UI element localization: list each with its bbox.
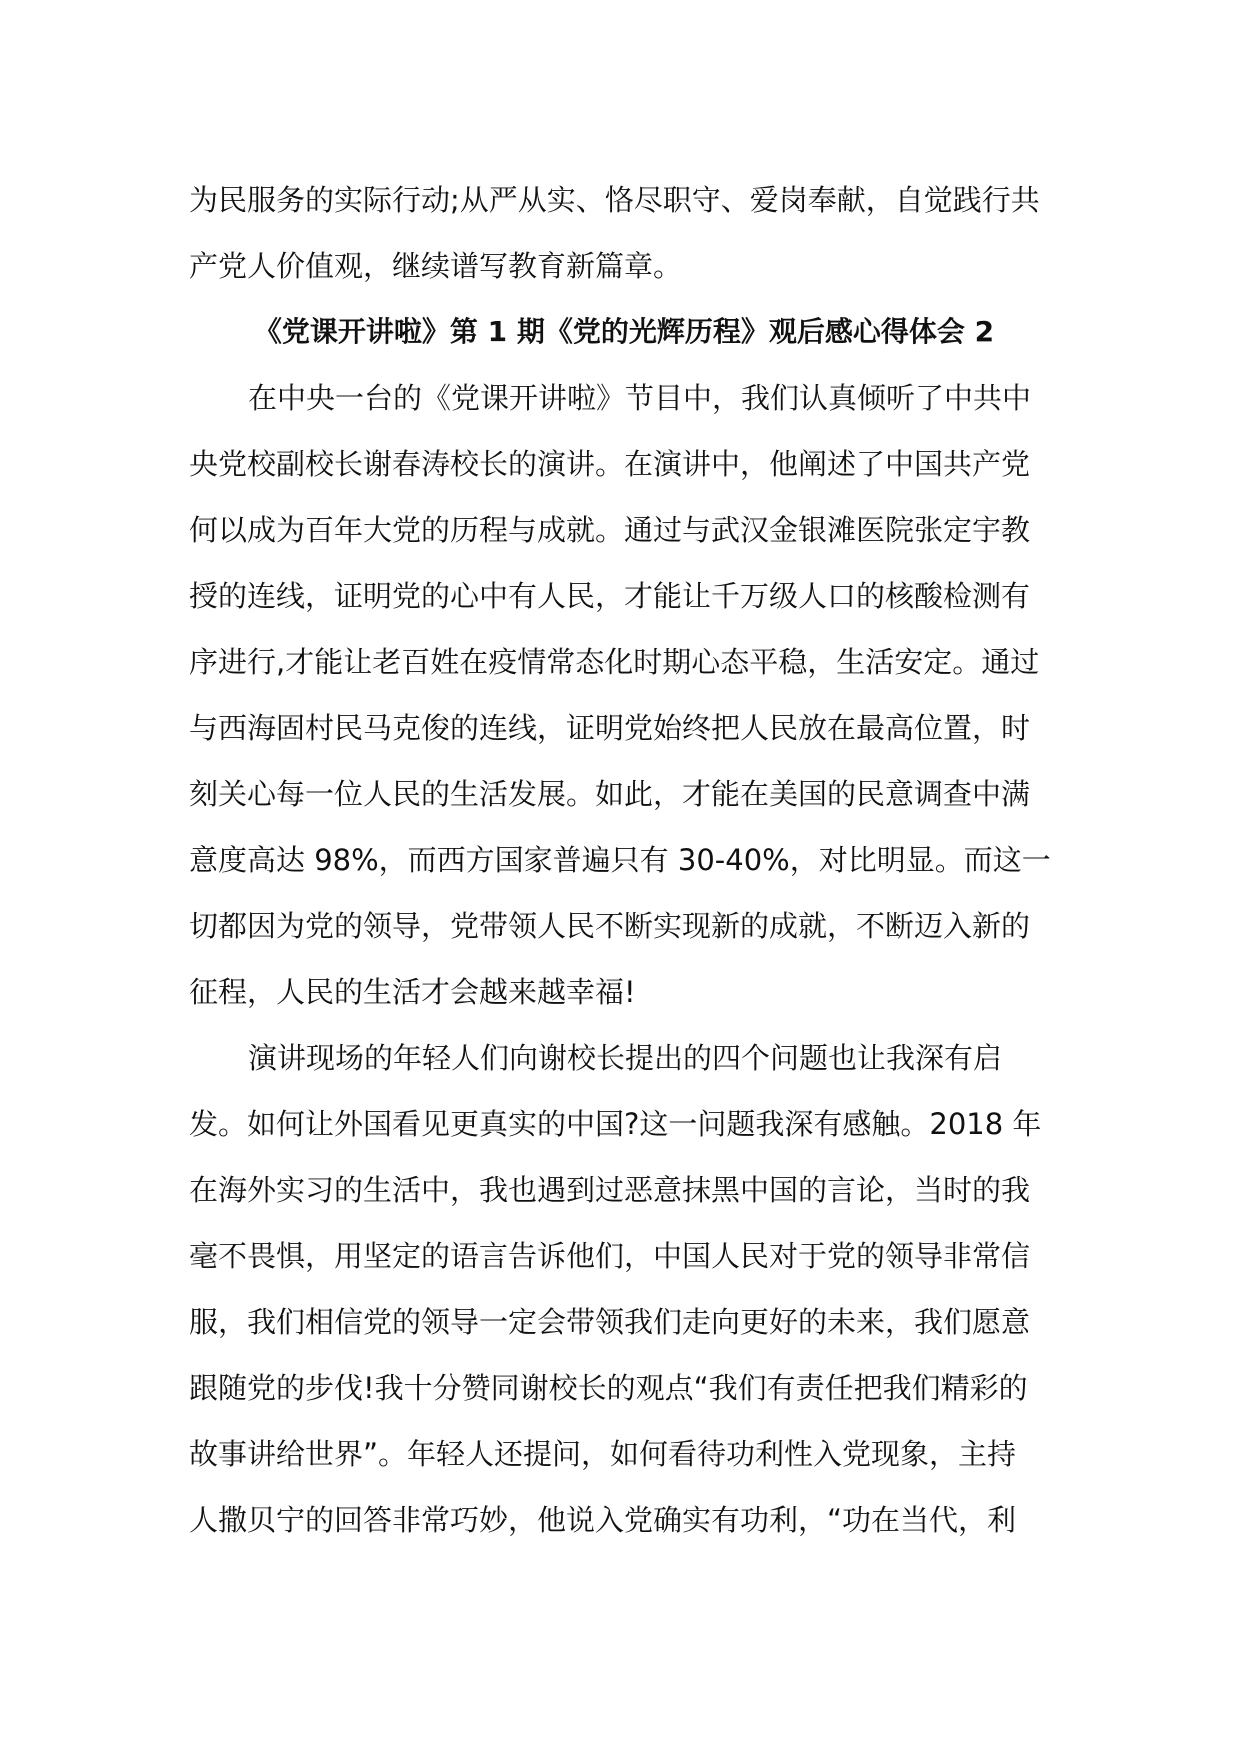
text-line: 在海外实习的生活中，我也遇到过恶意抹黑中国的言论，当时的我 (189, 1173, 1031, 1207)
text-line: 切都因为党的领导，党带领人民不断实现新的成就，不断迈入新的 (189, 909, 1031, 943)
text-line: 服，我们相信党的领导一定会带领我们走向更好的未来，我们愿意 (189, 1305, 1031, 1339)
paragraph-2 (189, 1025, 1059, 1553)
text-line: 与西海固村民马克俊的连线，证明党始终把人民放在最高位置，时 (189, 711, 1031, 745)
text-line: 意度高达 98%，而西方国家普遍只有 30-40%，对比明显。而这一 (189, 843, 1051, 877)
text-line: 何以成为百年大党的历程与成就。通过与武汉金银滩医院张定宇教 (189, 513, 1031, 547)
text-line: 为民服务的实际行动;从严从实、恪尽职守、爱岗奉献，自觉践行共 (189, 183, 1040, 217)
text-line: 产党人价值观，继续谱写教育新篇章。 (189, 249, 683, 283)
document-body (189, 167, 1059, 1553)
continuation-paragraph (189, 167, 1059, 299)
paragraph-1 (189, 365, 1059, 1025)
text-line: 毫不畏惧，用坚定的语言告诉他们，中国人民对于党的领导非常信 (189, 1239, 1031, 1273)
text-line: 序进行,才能让老百姓在疫情常态化时期心态平稳，生活安定。通过 (189, 645, 1040, 679)
text-line: 在中央一台的《党课开讲啦》节目中，我们认真倾听了中共中 (248, 381, 1032, 415)
text-line: 央党校副校长谢春涛校长的演讲。在演讲中，他阐述了中国共产党 (189, 447, 1031, 481)
text-line: 征程，人民的生活才会越来越幸福! (189, 975, 636, 1009)
text-line: 故事讲给世界”。年轻人还提问，如何看待功利性入党现象，主持 (189, 1437, 1017, 1471)
text-line: 跟随党的步伐!我十分赞同谢校长的观点“我们有责任把我们精彩的 (189, 1371, 1028, 1405)
section-title: 《党课开讲啦》第 1 期《党的光辉历程》观后感心得体会 2 (253, 315, 995, 348)
text-line: 人撒贝宁的回答非常巧妙，他说入党确实有功利，“功在当代，利 (189, 1503, 1017, 1537)
text-line: 授的连线，证明党的心中有人民，才能让千万级人口的核酸检测有 (189, 579, 1031, 613)
text-line: 发。如何让外国看见更真实的中国?这一问题我深有感触。2018 年 (189, 1107, 1042, 1141)
text-line: 刻关心每一位人民的生活发展。如此，才能在美国的民意调查中满 (189, 777, 1031, 811)
text-line: 演讲现场的年轻人们向谢校长提出的四个问题也让我深有启 (248, 1041, 1003, 1075)
